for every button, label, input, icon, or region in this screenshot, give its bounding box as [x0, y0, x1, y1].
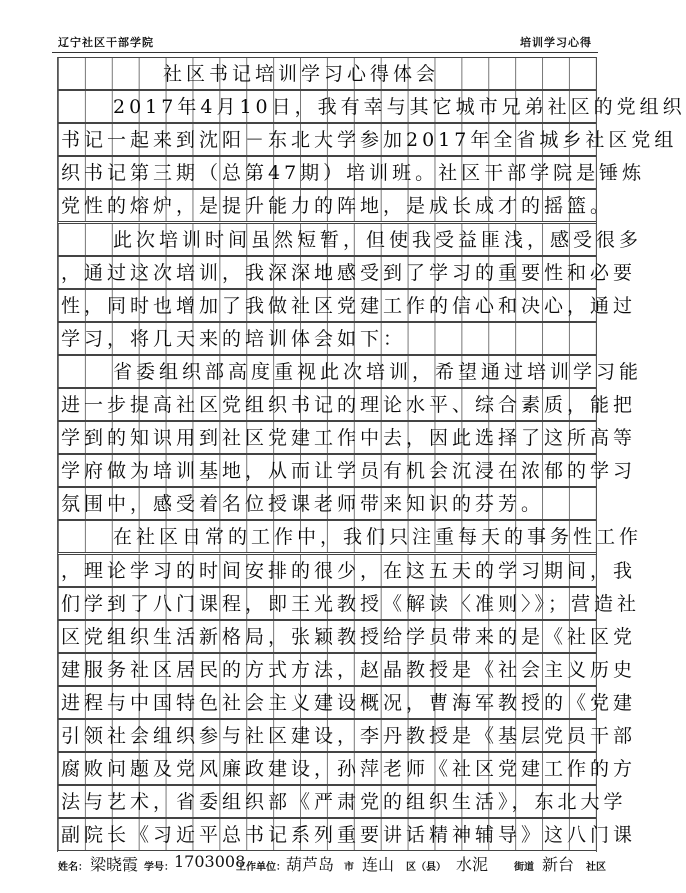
text-row: [58, 554, 637, 587]
text-line: 学府做为培训基地，从而让学员有机会沉浸在浓郁的学习: [61, 460, 637, 483]
text-line: 建服务社区居民的方式方法，赵晶教授是《社会主义历史: [61, 658, 637, 681]
text-line: 氛围中，感受着名位授课老师带来知识的芬芳。: [61, 493, 545, 516]
text-line: 法与艺术，省委组织部《严肃党的组织生活》，东北大学: [61, 791, 627, 814]
text-row: [58, 653, 637, 686]
text-row: [58, 156, 646, 189]
text-row: [58, 785, 627, 818]
text-row: [58, 818, 637, 851]
text-row: [58, 388, 637, 421]
institution-name: 辽宁社区干部学院: [58, 36, 154, 49]
city-value: 葫芦岛: [286, 855, 335, 874]
text-row: [58, 90, 686, 123]
manuscript-grid: [57, 57, 686, 852]
text-line: 性，同时也增加了我做社区党建工作的信心和决心，通过: [61, 294, 637, 317]
text-row: [58, 620, 637, 653]
text-row: [58, 355, 643, 388]
text-line: 进一步提高社区党组织书记的理论水平、综合素质，能把: [61, 394, 637, 416]
text-row: [58, 189, 614, 222]
text-row: [58, 752, 637, 785]
text-line: 此次培训时间虽然短暂，但使我受益匪浅，感受很多: [113, 228, 643, 251]
text-line: ，理论学习的时间安排的很少，在这五天的学习期间，我: [61, 559, 637, 582]
header-divider: [52, 52, 598, 53]
community-label: 社区: [586, 862, 606, 873]
student-id-label: 学号：: [144, 862, 174, 873]
text-row: [58, 289, 637, 322]
text-row: [58, 719, 637, 752]
text-row: [58, 454, 637, 487]
community-value: 新台: [542, 855, 575, 874]
street-value: 水泥: [456, 855, 489, 874]
name-value: 梁晓霞: [90, 855, 139, 874]
county-value: 连山: [362, 855, 395, 874]
title-row: [58, 57, 596, 90]
text-line: 在社区日常的工作中，我们只注重每天的事务性工作: [113, 526, 643, 549]
text-line: 区党组织生活新格局，张颖教授给学员带来的是《社区党: [61, 625, 637, 648]
page-footer: [58, 850, 610, 876]
text-line: ，通过这次培训，我深深地感受到了学习的重要性和必要: [61, 261, 637, 284]
student-id-value: 1703008: [174, 852, 246, 871]
city-label: 市: [344, 862, 354, 873]
name-label: 姓名：: [58, 862, 88, 873]
work-unit-label: 工作单位：: [236, 862, 286, 873]
text-row: [58, 520, 643, 553]
text-row: [58, 421, 637, 454]
text-line: 引领社会组织参与社区建设，李丹教授是《基层党员干部: [61, 725, 637, 747]
text-row: [58, 123, 678, 156]
text-row: [58, 686, 637, 719]
text-line: 2017年4月10日，我有幸与其它城市兄弟社区的党组织: [113, 96, 686, 119]
text-line: 党性的熔炉，是提升能力的阵地，是成长成才的摇篮。: [61, 195, 614, 218]
text-row: [58, 487, 596, 520]
document-category: 培训学习心得: [520, 36, 592, 49]
text-line: 副院长《习近平总书记系列重要讲话精神辅导》这八门课: [61, 824, 637, 847]
document-title: 社区书记培训学习心得体会: [163, 63, 440, 85]
text-line: 腐败问题及党风廉政建设，孙萍老师《社区党建工作的方: [61, 758, 637, 781]
text-line: 织书记第三期（总第47期）培训班。社区干部学院是锤炼: [61, 162, 646, 185]
text-line: 们学到了八门课程，即王光教授《解读〈准则〉》；营造社: [61, 592, 641, 615]
county-label: 区（县）: [406, 862, 446, 873]
text-row: [58, 587, 641, 620]
text-line: 学习，将几天来的培训体会如下：: [61, 327, 407, 350]
text-line: 书记一起来到沈阳－东北大学参加2017年全省城乡社区党组: [61, 129, 678, 152]
street-label: 街道: [514, 862, 534, 873]
page-header: [58, 34, 592, 54]
text-line: 进程与中国特色社会主义建设概况，曹海军教授的《党建: [61, 691, 637, 714]
text-row: [58, 223, 643, 256]
text-row: [58, 322, 596, 355]
text-row: [58, 256, 637, 289]
text-line: 省委组织部高度重视此次培训，希望通过培训学习能: [113, 360, 643, 383]
text-line: 学到的知识用到社区党建工作中去，因此选择了这所高等: [61, 427, 637, 450]
